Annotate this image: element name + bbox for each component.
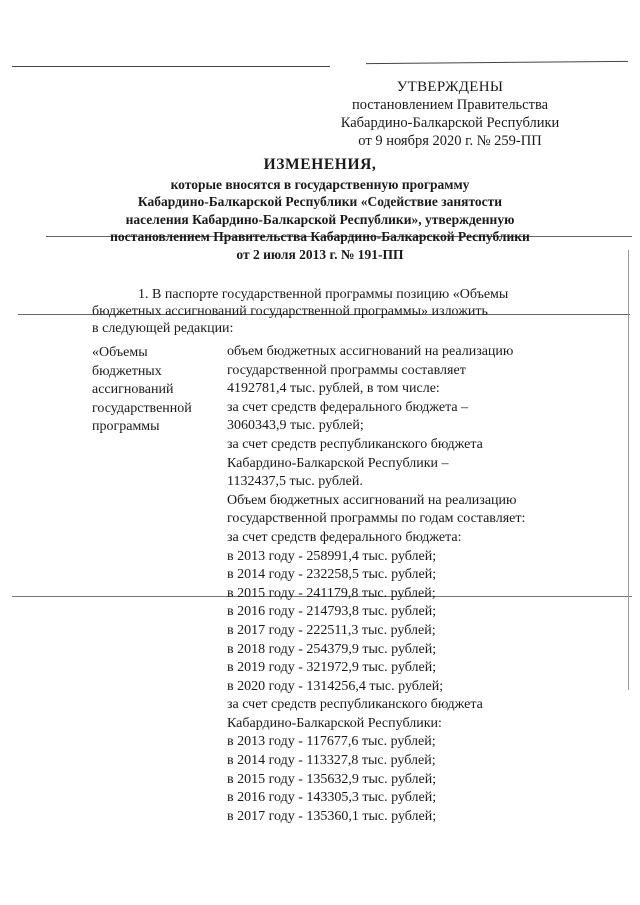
budget-line: Объем бюджетных ассигнований на реализацию [227,492,517,508]
title-line: Кабардино-Балкарской Республики «Содействие занятости [137,194,503,209]
budget-year-line: в 2015 году - 241179,8 тыс. рублей; [227,585,436,601]
intro-line: бюджетных ассигнований государственной программы» изложить [92,304,488,319]
budget-line: 3060343,9 тыс. рублей; [227,418,364,434]
title-line: от 2 июля 2013 г. № 191-ПП [236,246,404,262]
budget-year-line: в 2014 году - 232258,5 тыс. рублей; [227,567,437,583]
budget-year-line: в 2017 году - 222511,3 тыс. рублей; [227,622,436,638]
budget-year-line: в 2018 году - 254379,9 тыс. рублей; [227,641,437,657]
budget-line: за счет средств федерального бюджета: [227,529,462,545]
title-line: населения Кабардино-Балкарской Республики», утвержденную [125,211,515,227]
budget-year-line: в 2015 году - 135632,9 тыс. рублей; [227,771,437,787]
title-line: которые вносятся в государственную программу [170,176,470,192]
left-line: «Объемы [92,345,148,360]
table-right-cell [227,343,577,826]
budget-line: за счет средств республиканского бюджета [227,697,483,713]
budget-line: за счет средств республиканского бюджета [227,436,483,452]
budget-year-line: в 2019 году - 321972,9 тыс. рублей; [227,660,437,676]
budget-line: 4192781,4 тыс. рублей, в том числе: [227,381,440,397]
budget-line: за счет средств федерального бюджета – [227,399,469,415]
budget-year-line: в 2017 году - 135360,1 тыс. рублей; [227,808,437,824]
approval-heading: УТВЕРЖДЕНЫ [396,79,504,95]
budget-year-line: в 2013 году - 117677,6 тыс. рублей; [227,734,436,750]
budget-line: объем бюджетных ассигнований на реализацию [227,344,514,359]
scan-line [366,61,628,64]
approval-line: Кабардино-Балкарской Республики [340,115,560,131]
scan-line [12,66,330,67]
budget-line: 1132437,5 тыс. рублей. [227,474,363,490]
budget-line: Кабардино-Балкарской Республики: [227,715,442,731]
budget-year-line: в 2013 году - 258991,4 тыс. рублей; [227,548,437,564]
budget-year-line: в 2016 году - 143305,3 тыс. рублей; [227,790,437,806]
title-main: ИЗМЕНЕНИЯ, [263,156,377,173]
title-line: постановлением Правительства Кабардино-Балкарской Республики [110,229,530,244]
budget-line: Кабардино-Балкарской Республики – [227,455,449,471]
budget-line: государственной программы по годам составляет: [227,511,526,527]
left-line: государственной [92,400,192,416]
intro-paragraph [92,286,578,337]
approval-block [320,78,580,150]
budget-year-line: в 2014 году - 113327,8 тыс. рублей; [227,753,436,769]
scan-line [628,250,629,690]
budget-year-line: в 2016 году - 214793,8 тыс. рублей; [227,604,437,620]
intro-line: 1. В паспорте государственной программы позицию «Объемы [138,287,509,302]
left-line: бюджетных [92,363,162,379]
budget-line: государственной программы составляет [227,362,466,378]
intro-line: в следующей редакции: [92,321,234,336]
document-title [80,156,560,263]
budget-year-line: в 2020 году - 1314256,4 тыс. рублей; [227,678,444,694]
left-line: программы [92,419,160,435]
table-left-cell [92,344,222,437]
approval-line: постановлением Правительства [351,97,549,113]
approval-line: от 9 ноября 2020 г. № 259-ПП [358,133,542,149]
left-line: ассигнований [92,382,174,398]
